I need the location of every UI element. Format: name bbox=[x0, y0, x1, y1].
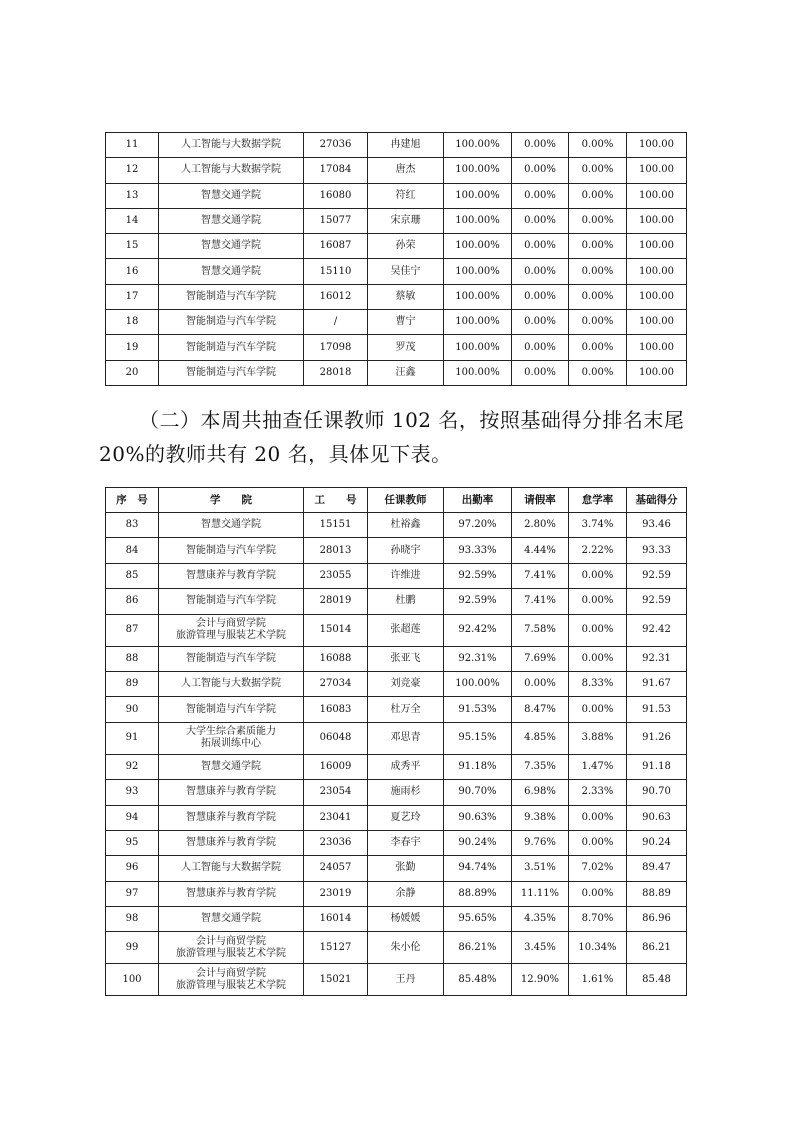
index-cell: 17 bbox=[106, 284, 159, 309]
index-cell: 98 bbox=[106, 907, 159, 932]
teacher-cell: 杜裕鑫 bbox=[368, 513, 444, 538]
attendance-rate-cell: 100.00% bbox=[444, 671, 512, 696]
table-row bbox=[106, 754, 687, 779]
base-score-cell: 91.26 bbox=[627, 722, 687, 754]
index-cell: 92 bbox=[106, 754, 159, 779]
leave-rate-cell: 3.45% bbox=[512, 932, 569, 964]
base-score-cell: 92.31 bbox=[627, 646, 687, 671]
college-name-line: 人工智能与大数据学院 bbox=[181, 862, 281, 874]
base-score-cell: 91.53 bbox=[627, 697, 687, 722]
college-cell bbox=[159, 646, 304, 671]
teacher-cell: 唐杰 bbox=[368, 158, 444, 183]
staff-id-cell: 16012 bbox=[304, 284, 368, 309]
header-index: 序 号 bbox=[106, 488, 159, 513]
college-cell: 智能制造与汽车学院 bbox=[159, 335, 304, 360]
summary-paragraph bbox=[99, 403, 699, 471]
leave-rate-cell: 0.00% bbox=[512, 310, 569, 335]
teacher-cell: 刘竞豪 bbox=[368, 671, 444, 696]
table-row bbox=[106, 563, 687, 588]
college-cell: 智能制造与汽车学院 bbox=[159, 360, 304, 385]
leave-rate-cell: 11.11% bbox=[512, 881, 569, 906]
index-cell: 97 bbox=[106, 881, 159, 906]
attendance-rate-cell: 92.59% bbox=[444, 589, 512, 614]
header-attendance-rate: 出勤率 bbox=[444, 488, 512, 513]
staff-id-cell: 27036 bbox=[304, 133, 368, 158]
teacher-cell: 张勤 bbox=[368, 856, 444, 881]
table-row bbox=[106, 805, 687, 830]
attendance-rate-cell: 93.33% bbox=[444, 538, 512, 563]
attendance-rate-cell: 85.48% bbox=[444, 964, 512, 996]
table-row bbox=[106, 932, 687, 964]
attendance-rate-cell: 92.31% bbox=[444, 646, 512, 671]
index-cell: 87 bbox=[106, 614, 159, 646]
index-cell: 85 bbox=[106, 563, 159, 588]
table-row bbox=[106, 964, 687, 996]
idle-rate-cell: 0.00% bbox=[569, 310, 627, 335]
leave-rate-cell: 7.41% bbox=[512, 563, 569, 588]
idle-rate-cell: 10.34% bbox=[569, 932, 627, 964]
staff-id-cell: 15014 bbox=[304, 614, 368, 646]
idle-rate-cell: 3.88% bbox=[569, 722, 627, 754]
table-row bbox=[106, 722, 687, 754]
table-row bbox=[106, 780, 687, 805]
base-score-cell: 100.00 bbox=[627, 183, 687, 208]
attendance-rate-cell: 88.89% bbox=[444, 881, 512, 906]
college-cell bbox=[159, 856, 304, 881]
teacher-cell: 杜万全 bbox=[368, 697, 444, 722]
table-row bbox=[106, 133, 687, 158]
leave-rate-cell: 9.38% bbox=[512, 805, 569, 830]
attendance-rate-cell: 95.65% bbox=[444, 907, 512, 932]
teacher-cell: 罗茂 bbox=[368, 335, 444, 360]
college-cell bbox=[159, 964, 304, 996]
idle-rate-cell: 0.00% bbox=[569, 614, 627, 646]
idle-rate-cell: 0.00% bbox=[569, 335, 627, 360]
attendance-rate-cell: 91.53% bbox=[444, 697, 512, 722]
teacher-cell: 汪鑫 bbox=[368, 360, 444, 385]
staff-id-cell: 16087 bbox=[304, 234, 368, 259]
college-name-line: 会计与商贸学院 bbox=[196, 967, 266, 979]
attendance-rate-cell: 100.00% bbox=[444, 208, 512, 233]
index-cell: 90 bbox=[106, 697, 159, 722]
staff-id-cell: 17098 bbox=[304, 335, 368, 360]
table-row bbox=[106, 907, 687, 932]
staff-id-cell: 16083 bbox=[304, 697, 368, 722]
college-cell: 人工智能与大数据学院 bbox=[159, 133, 304, 158]
college-cell: 智能制造与汽车学院 bbox=[159, 284, 304, 309]
header-staff-id: 工 号 bbox=[304, 488, 368, 513]
teacher-cell: 宋京珊 bbox=[368, 208, 444, 233]
table-row bbox=[106, 208, 687, 233]
base-score-cell: 90.63 bbox=[627, 805, 687, 830]
index-cell: 14 bbox=[106, 208, 159, 233]
leave-rate-cell: 8.47% bbox=[512, 697, 569, 722]
staff-id-cell: 06048 bbox=[304, 722, 368, 754]
teacher-cell: 邓思青 bbox=[368, 722, 444, 754]
idle-rate-cell: 0.00% bbox=[569, 133, 627, 158]
index-cell: 19 bbox=[106, 335, 159, 360]
college-name-line: 智能制造与汽车学院 bbox=[186, 703, 276, 715]
college-name-line: 智慧康养与教育学院 bbox=[186, 837, 276, 849]
leave-rate-cell: 0.00% bbox=[512, 208, 569, 233]
base-score-cell: 90.24 bbox=[627, 830, 687, 855]
staff-id-cell: 15127 bbox=[304, 932, 368, 964]
idle-rate-cell: 0.00% bbox=[569, 697, 627, 722]
college-cell bbox=[159, 830, 304, 855]
table-row bbox=[106, 335, 687, 360]
base-score-cell: 92.59 bbox=[627, 589, 687, 614]
idle-rate-cell: 0.00% bbox=[569, 259, 627, 284]
index-cell: 91 bbox=[106, 722, 159, 754]
table-row bbox=[106, 284, 687, 309]
idle-rate-cell: 1.47% bbox=[569, 754, 627, 779]
header-college: 学 院 bbox=[159, 488, 304, 513]
college-name-line: 会计与商贸学院 bbox=[196, 935, 266, 947]
table-row bbox=[106, 830, 687, 855]
attendance-rate-cell: 92.59% bbox=[444, 563, 512, 588]
index-cell: 94 bbox=[106, 805, 159, 830]
header-teacher: 任课教师 bbox=[368, 488, 444, 513]
base-score-cell: 86.21 bbox=[627, 932, 687, 964]
table-row bbox=[106, 881, 687, 906]
leave-rate-cell: 7.35% bbox=[512, 754, 569, 779]
index-cell: 88 bbox=[106, 646, 159, 671]
header-leave-rate: 请假率 bbox=[512, 488, 569, 513]
staff-id-cell: 16014 bbox=[304, 907, 368, 932]
teacher-cell: 王丹 bbox=[368, 964, 444, 996]
college-cell: 智能制造与汽车学院 bbox=[159, 310, 304, 335]
table-row bbox=[106, 856, 687, 881]
attendance-rate-cell: 91.18% bbox=[444, 754, 512, 779]
college-name-line: 智能制造与汽车学院 bbox=[186, 652, 276, 664]
index-cell: 100 bbox=[106, 964, 159, 996]
teacher-cell: 李春宇 bbox=[368, 830, 444, 855]
idle-rate-cell: 0.00% bbox=[569, 158, 627, 183]
bottom-ranked-teacher-table-body bbox=[106, 513, 687, 996]
teacher-cell: 施雨杉 bbox=[368, 780, 444, 805]
index-cell: 86 bbox=[106, 589, 159, 614]
idle-rate-cell: 1.61% bbox=[569, 964, 627, 996]
teacher-cell: 杨媛媛 bbox=[368, 907, 444, 932]
idle-rate-cell: 8.33% bbox=[569, 671, 627, 696]
attendance-rate-cell: 86.21% bbox=[444, 932, 512, 964]
college-cell bbox=[159, 563, 304, 588]
college-name-line: 拓展训练中心 bbox=[201, 738, 261, 750]
college-name-line: 人工智能与大数据学院 bbox=[181, 678, 281, 690]
table-row bbox=[106, 697, 687, 722]
base-score-cell: 92.42 bbox=[627, 614, 687, 646]
teacher-cell: 孙荣 bbox=[368, 234, 444, 259]
teacher-table-top-body bbox=[106, 133, 687, 386]
index-cell: 15 bbox=[106, 234, 159, 259]
teacher-cell: 吴佳宁 bbox=[368, 259, 444, 284]
college-name-line: 智能制造与汽车学院 bbox=[186, 595, 276, 607]
college-cell bbox=[159, 697, 304, 722]
teacher-cell: 余静 bbox=[368, 881, 444, 906]
staff-id-cell: 28018 bbox=[304, 360, 368, 385]
teacher-cell: 曹宁 bbox=[368, 310, 444, 335]
staff-id-cell: 24057 bbox=[304, 856, 368, 881]
staff-id-cell: 23019 bbox=[304, 881, 368, 906]
college-cell: 智慧交通学院 bbox=[159, 183, 304, 208]
table-row bbox=[106, 589, 687, 614]
teacher-table-top bbox=[105, 132, 687, 386]
leave-rate-cell: 0.00% bbox=[512, 671, 569, 696]
attendance-rate-cell: 100.00% bbox=[444, 259, 512, 284]
college-cell bbox=[159, 907, 304, 932]
leave-rate-cell: 4.35% bbox=[512, 907, 569, 932]
index-cell: 95 bbox=[106, 830, 159, 855]
college-name-line: 智慧康养与教育学院 bbox=[186, 569, 276, 581]
idle-rate-cell: 0.00% bbox=[569, 360, 627, 385]
staff-id-cell: 28013 bbox=[304, 538, 368, 563]
idle-rate-cell: 0.00% bbox=[569, 284, 627, 309]
teacher-cell: 冉建旭 bbox=[368, 133, 444, 158]
idle-rate-cell: 2.22% bbox=[569, 538, 627, 563]
teacher-cell: 成秀平 bbox=[368, 754, 444, 779]
index-cell: 96 bbox=[106, 856, 159, 881]
college-cell: 智慧交通学院 bbox=[159, 259, 304, 284]
leave-rate-cell: 0.00% bbox=[512, 259, 569, 284]
staff-id-cell: 15021 bbox=[304, 964, 368, 996]
attendance-rate-cell: 100.00% bbox=[444, 284, 512, 309]
attendance-rate-cell: 94.74% bbox=[444, 856, 512, 881]
leave-rate-cell: 3.51% bbox=[512, 856, 569, 881]
leave-rate-cell: 4.85% bbox=[512, 722, 569, 754]
attendance-rate-cell: 100.00% bbox=[444, 183, 512, 208]
index-cell: 12 bbox=[106, 158, 159, 183]
idle-rate-cell: 3.74% bbox=[569, 513, 627, 538]
staff-id-cell: 23054 bbox=[304, 780, 368, 805]
college-name-line: 旅游管理与服装艺术学院 bbox=[176, 979, 286, 991]
attendance-rate-cell: 90.63% bbox=[444, 805, 512, 830]
leave-rate-cell: 7.58% bbox=[512, 614, 569, 646]
base-score-cell: 100.00 bbox=[627, 259, 687, 284]
college-name-line: 智慧康养与教育学院 bbox=[186, 811, 276, 823]
idle-rate-cell: 0.00% bbox=[569, 589, 627, 614]
base-score-cell: 100.00 bbox=[627, 360, 687, 385]
index-cell: 89 bbox=[106, 671, 159, 696]
idle-rate-cell: 2.33% bbox=[569, 780, 627, 805]
base-score-cell: 91.18 bbox=[627, 754, 687, 779]
idle-rate-cell: 8.70% bbox=[569, 907, 627, 932]
index-cell: 20 bbox=[106, 360, 159, 385]
idle-rate-cell: 0.00% bbox=[569, 805, 627, 830]
college-cell bbox=[159, 805, 304, 830]
base-score-cell: 89.47 bbox=[627, 856, 687, 881]
base-score-cell: 85.48 bbox=[627, 964, 687, 996]
college-cell bbox=[159, 722, 304, 754]
idle-rate-cell: 0.00% bbox=[569, 830, 627, 855]
staff-id-cell: 17084 bbox=[304, 158, 368, 183]
table-row bbox=[106, 671, 687, 696]
staff-id-cell: 15110 bbox=[304, 259, 368, 284]
staff-id-cell: 16080 bbox=[304, 183, 368, 208]
college-name-line: 旅游管理与服装艺术学院 bbox=[176, 630, 286, 642]
teacher-cell: 许维进 bbox=[368, 563, 444, 588]
staff-id-cell: 28019 bbox=[304, 589, 368, 614]
staff-id-cell: 15151 bbox=[304, 513, 368, 538]
base-score-cell: 100.00 bbox=[627, 335, 687, 360]
attendance-rate-cell: 90.24% bbox=[444, 830, 512, 855]
teacher-cell: 杜鹏 bbox=[368, 589, 444, 614]
base-score-cell: 100.00 bbox=[627, 133, 687, 158]
table-row bbox=[106, 360, 687, 385]
base-score-cell: 100.00 bbox=[627, 284, 687, 309]
table-row bbox=[106, 614, 687, 646]
leave-rate-cell: 0.00% bbox=[512, 133, 569, 158]
leave-rate-cell: 6.98% bbox=[512, 780, 569, 805]
attendance-rate-cell: 100.00% bbox=[444, 335, 512, 360]
leave-rate-cell: 7.69% bbox=[512, 646, 569, 671]
attendance-rate-cell: 95.15% bbox=[444, 722, 512, 754]
college-name-line: 智慧交通学院 bbox=[201, 760, 261, 772]
college-name-line: 智慧康养与教育学院 bbox=[186, 887, 276, 899]
college-name-line: 智慧康养与教育学院 bbox=[186, 786, 276, 798]
header-idle-rate: 怠学率 bbox=[569, 488, 627, 513]
index-cell: 18 bbox=[106, 310, 159, 335]
teacher-cell: 夏艺玲 bbox=[368, 805, 444, 830]
index-cell: 84 bbox=[106, 538, 159, 563]
index-cell: 11 bbox=[106, 133, 159, 158]
bottom-ranked-teacher-table bbox=[105, 487, 687, 996]
table-header-row bbox=[106, 488, 687, 513]
leave-rate-cell: 0.00% bbox=[512, 234, 569, 259]
staff-id-cell: 16009 bbox=[304, 754, 368, 779]
base-score-cell: 100.00 bbox=[627, 310, 687, 335]
college-name-line: 智能制造与汽车学院 bbox=[186, 544, 276, 556]
college-cell bbox=[159, 614, 304, 646]
table-row bbox=[106, 259, 687, 284]
base-score-cell: 100.00 bbox=[627, 234, 687, 259]
idle-rate-cell: 0.00% bbox=[569, 208, 627, 233]
table-row bbox=[106, 158, 687, 183]
college-name-line: 智慧交通学院 bbox=[201, 519, 261, 531]
college-cell bbox=[159, 513, 304, 538]
leave-rate-cell: 0.00% bbox=[512, 335, 569, 360]
college-cell: 智慧交通学院 bbox=[159, 208, 304, 233]
base-score-cell: 91.67 bbox=[627, 671, 687, 696]
base-score-cell: 93.46 bbox=[627, 513, 687, 538]
idle-rate-cell: 0.00% bbox=[569, 646, 627, 671]
table-row bbox=[106, 646, 687, 671]
college-cell bbox=[159, 881, 304, 906]
attendance-rate-cell: 92.42% bbox=[444, 614, 512, 646]
summary-line-1: （二）本周共抽查任课教师 102 名，按照基础得分排名末尾 bbox=[139, 408, 685, 432]
base-score-cell: 100.00 bbox=[627, 208, 687, 233]
teacher-cell: 张超莲 bbox=[368, 614, 444, 646]
college-cell bbox=[159, 538, 304, 563]
idle-rate-cell: 0.00% bbox=[569, 563, 627, 588]
attendance-rate-cell: 100.00% bbox=[444, 234, 512, 259]
teacher-cell: 朱小伦 bbox=[368, 932, 444, 964]
summary-line-2: 20%的教师共有 20 名，具体见下表。 bbox=[99, 442, 452, 466]
leave-rate-cell: 12.90% bbox=[512, 964, 569, 996]
attendance-rate-cell: 100.00% bbox=[444, 310, 512, 335]
attendance-rate-cell: 100.00% bbox=[444, 158, 512, 183]
attendance-rate-cell: 97.20% bbox=[444, 513, 512, 538]
teacher-cell: 张亚飞 bbox=[368, 646, 444, 671]
staff-id-cell: 23055 bbox=[304, 563, 368, 588]
index-cell: 99 bbox=[106, 932, 159, 964]
table-row bbox=[106, 538, 687, 563]
college-cell bbox=[159, 589, 304, 614]
leave-rate-cell: 0.00% bbox=[512, 284, 569, 309]
index-cell: 83 bbox=[106, 513, 159, 538]
leave-rate-cell: 0.00% bbox=[512, 360, 569, 385]
college-name-line: 大学生综合素质能力 bbox=[186, 726, 276, 738]
base-score-cell: 88.89 bbox=[627, 881, 687, 906]
staff-id-cell: 15077 bbox=[304, 208, 368, 233]
index-cell: 93 bbox=[106, 780, 159, 805]
leave-rate-cell: 0.00% bbox=[512, 183, 569, 208]
college-cell bbox=[159, 780, 304, 805]
header-base-score: 基础得分 bbox=[627, 488, 687, 513]
staff-id-cell: 23041 bbox=[304, 805, 368, 830]
idle-rate-cell: 0.00% bbox=[569, 234, 627, 259]
leave-rate-cell: 0.00% bbox=[512, 158, 569, 183]
college-cell bbox=[159, 754, 304, 779]
attendance-rate-cell: 100.00% bbox=[444, 133, 512, 158]
leave-rate-cell: 9.76% bbox=[512, 830, 569, 855]
staff-id-cell: 23036 bbox=[304, 830, 368, 855]
college-cell bbox=[159, 932, 304, 964]
college-cell bbox=[159, 671, 304, 696]
leave-rate-cell: 2.80% bbox=[512, 513, 569, 538]
idle-rate-cell: 7.02% bbox=[569, 856, 627, 881]
college-cell: 人工智能与大数据学院 bbox=[159, 158, 304, 183]
base-score-cell: 90.70 bbox=[627, 780, 687, 805]
base-score-cell: 92.59 bbox=[627, 563, 687, 588]
teacher-cell: 蔡敏 bbox=[368, 284, 444, 309]
attendance-rate-cell: 90.70% bbox=[444, 780, 512, 805]
index-cell: 13 bbox=[106, 183, 159, 208]
leave-rate-cell: 7.41% bbox=[512, 589, 569, 614]
staff-id-cell: 16088 bbox=[304, 646, 368, 671]
college-name-line: 智慧交通学院 bbox=[201, 913, 261, 925]
table-row bbox=[106, 234, 687, 259]
college-name-line: 旅游管理与服装艺术学院 bbox=[176, 947, 286, 959]
college-name-line: 会计与商贸学院 bbox=[196, 618, 266, 630]
idle-rate-cell: 0.00% bbox=[569, 183, 627, 208]
base-score-cell: 100.00 bbox=[627, 158, 687, 183]
attendance-rate-cell: 100.00% bbox=[444, 360, 512, 385]
base-score-cell: 86.96 bbox=[627, 907, 687, 932]
staff-id-cell: / bbox=[304, 310, 368, 335]
table-row bbox=[106, 183, 687, 208]
staff-id-cell: 27034 bbox=[304, 671, 368, 696]
idle-rate-cell: 0.00% bbox=[569, 881, 627, 906]
teacher-cell: 符红 bbox=[368, 183, 444, 208]
leave-rate-cell: 4.44% bbox=[512, 538, 569, 563]
table-row bbox=[106, 513, 687, 538]
college-cell: 智慧交通学院 bbox=[159, 234, 304, 259]
base-score-cell: 93.33 bbox=[627, 538, 687, 563]
index-cell: 16 bbox=[106, 259, 159, 284]
teacher-cell: 孙晓宇 bbox=[368, 538, 444, 563]
table-row bbox=[106, 310, 687, 335]
